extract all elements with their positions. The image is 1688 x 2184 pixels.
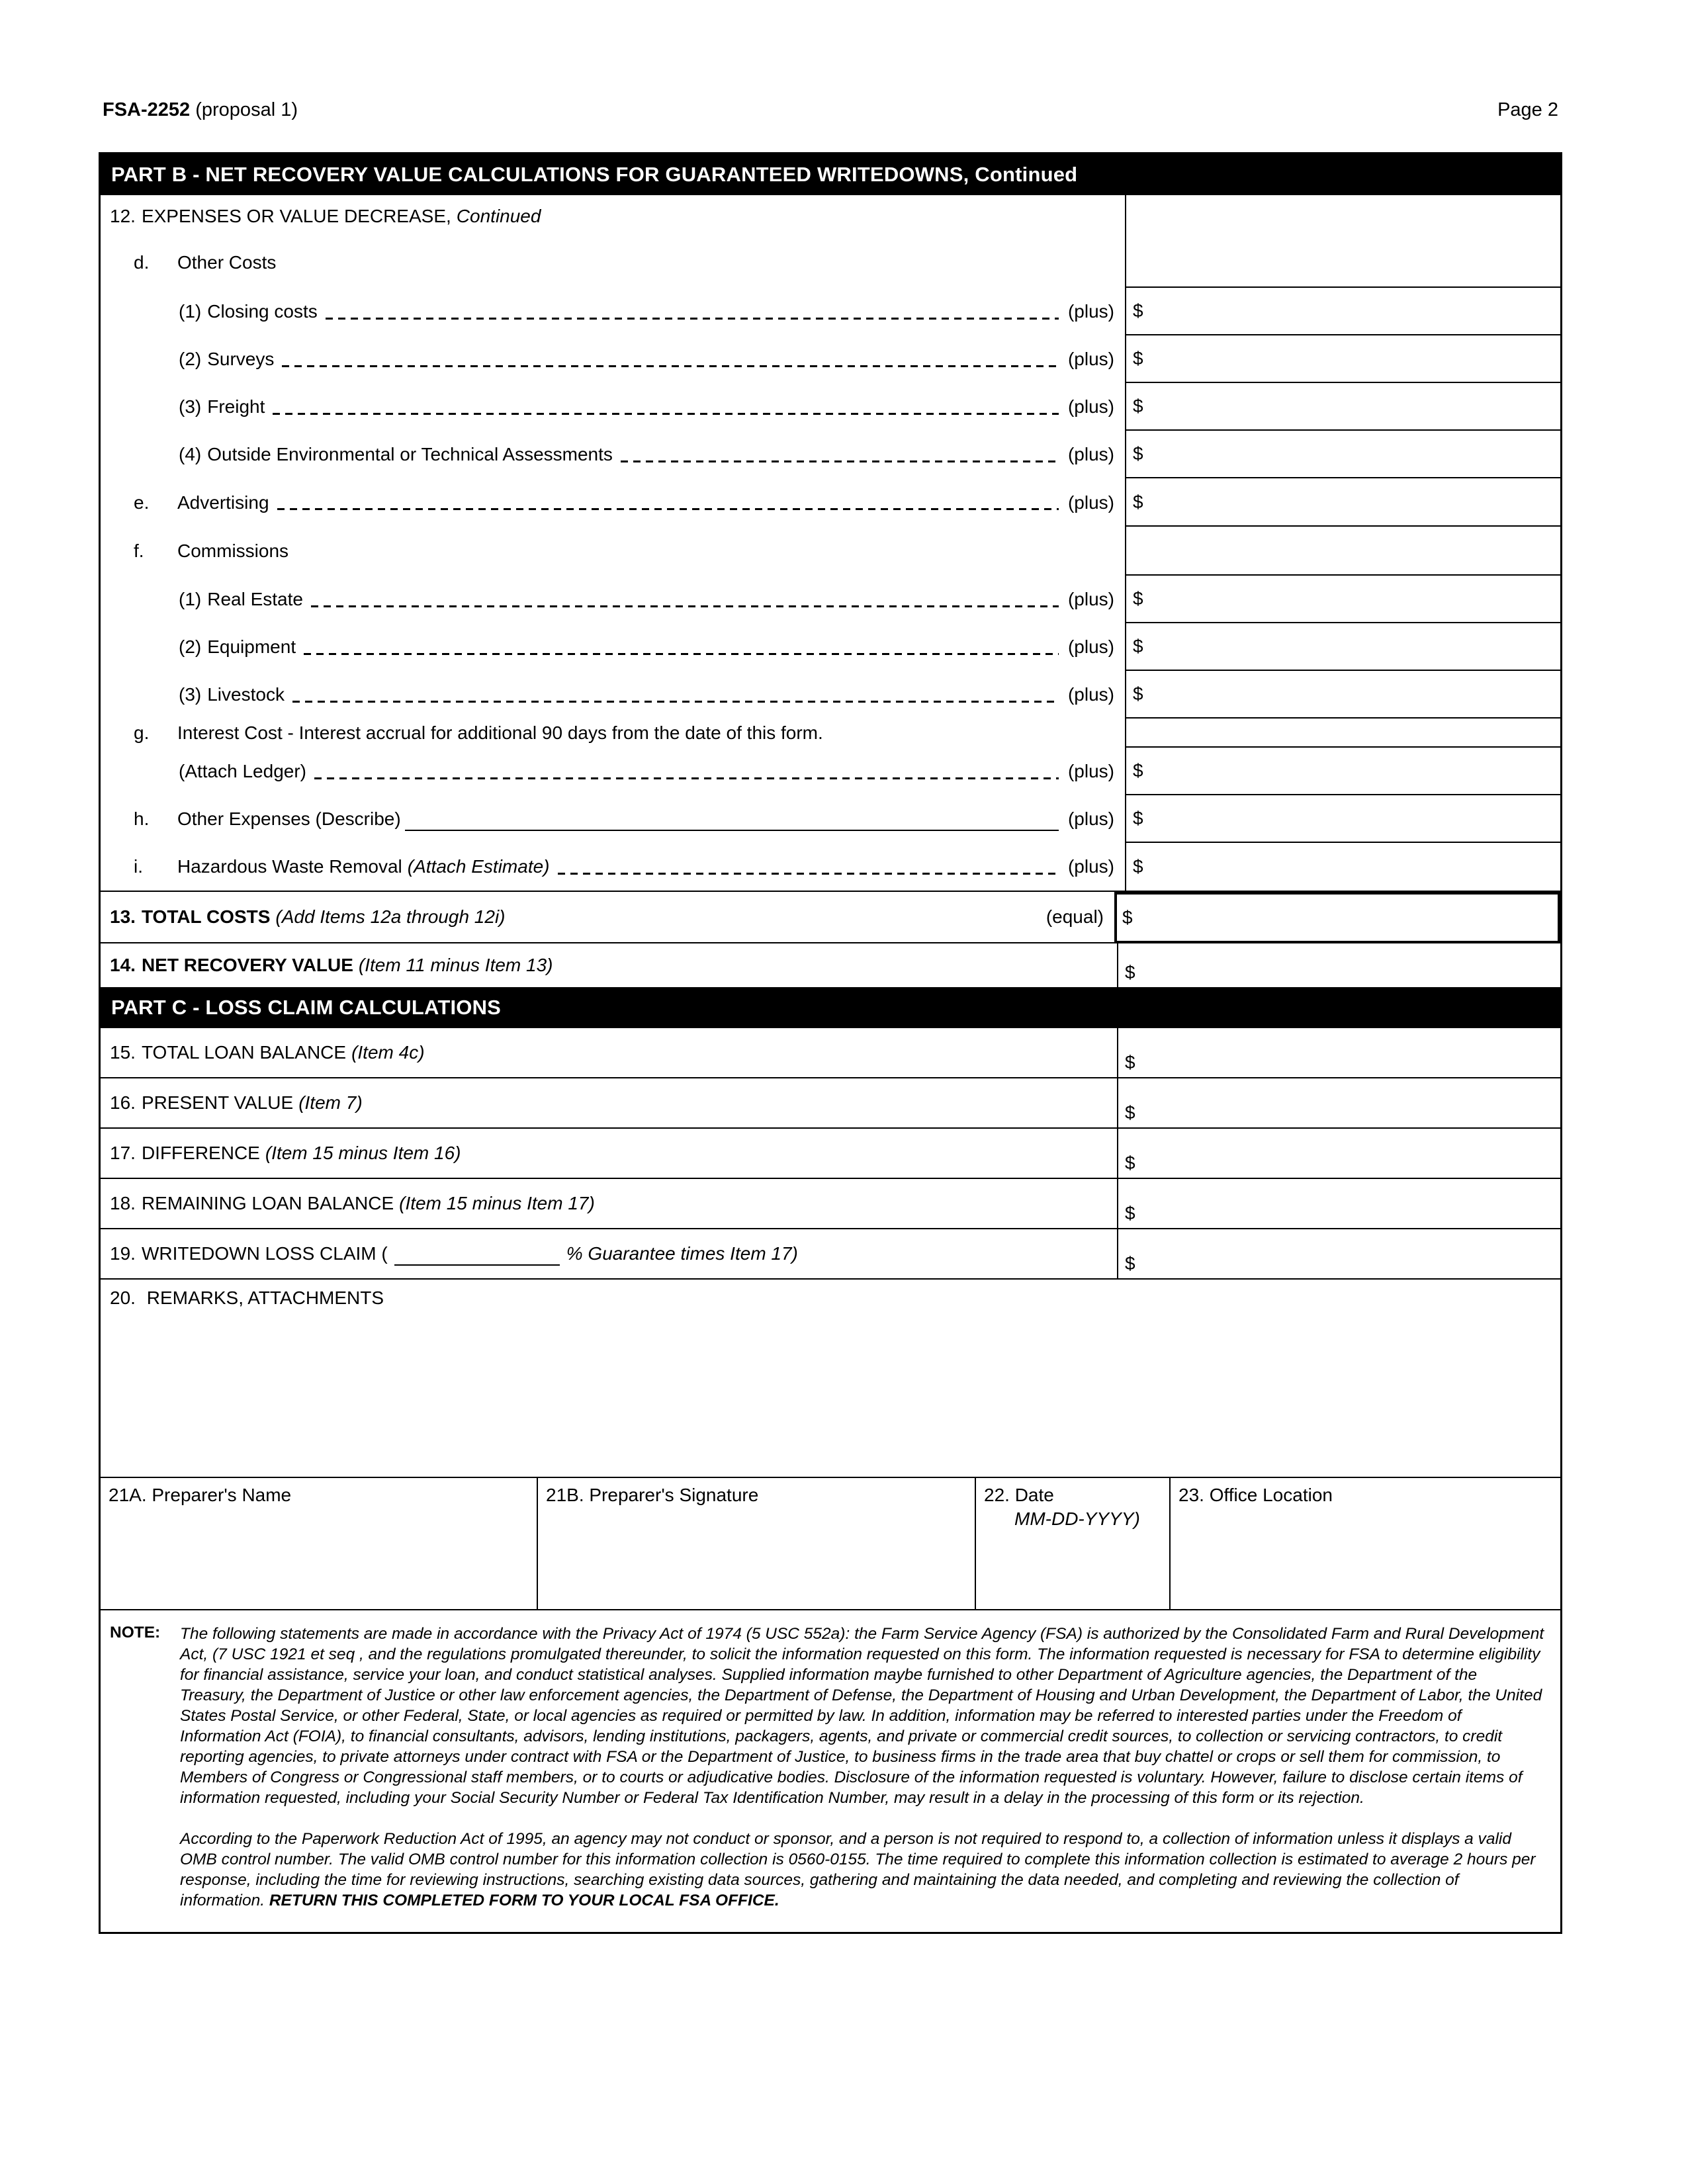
dollar-sign: $ <box>1122 907 1133 928</box>
preparer-signature-label: 21B. Preparer's Signature <box>546 1485 759 1505</box>
item-19-row <box>101 1229 1560 1280</box>
note-text <box>180 1624 1546 1911</box>
item-17-label-cell <box>101 1129 1117 1178</box>
item-13-label-cell <box>101 892 1114 943</box>
amount-hazardous-waste-input[interactable] <box>1125 843 1560 891</box>
item-14-number: 14. <box>110 955 136 975</box>
amount-difference-input[interactable] <box>1117 1129 1560 1178</box>
plus-label: (plus) <box>1067 808 1114 829</box>
item-12f2-label: Equipment <box>207 636 296 657</box>
item-12d4-number: (4) <box>179 444 202 464</box>
item-12f2-number: (2) <box>179 636 202 657</box>
amount-closing-costs-input[interactable] <box>1125 288 1560 335</box>
item-12f1-label: Real Estate <box>207 589 303 609</box>
item-12g-attach-ledger: (Attach Ledger) <box>179 761 306 781</box>
item-12f2-row <box>101 623 1125 671</box>
item-12d1-label: Closing costs <box>207 301 318 322</box>
amount-freight-input[interactable] <box>1125 383 1560 431</box>
item-16-number: 16. <box>110 1092 136 1113</box>
item-14-label: NET RECOVERY VALUE <box>141 955 353 975</box>
item-18-row <box>101 1179 1560 1229</box>
item-15-label: TOTAL LOAN BALANCE <box>141 1042 347 1063</box>
item-12d2-row <box>101 335 1125 383</box>
item-12d4-label: Outside Environmental or Technical Assessments <box>207 444 613 464</box>
guarantee-percent-input[interactable] <box>394 1242 560 1266</box>
dotted-leader <box>558 873 1059 875</box>
money-column-spacer <box>1125 195 1560 238</box>
item-13-label: TOTAL COSTS <box>141 906 271 927</box>
paperwork-reduction-paragraph <box>180 1829 1546 1911</box>
dollar-sign: $ <box>1125 962 1135 983</box>
form-variant: (proposal 1) <box>195 99 298 120</box>
dotted-leader <box>282 365 1059 367</box>
equal-label: (equal) <box>1045 906 1104 927</box>
item-12d-row <box>101 238 1125 288</box>
paperwork-reduction-text: According to the Paperwork Reduction Act of 1995, an agency may not conduct or sponsor, and a person is not required to respond to, a collection of information unless it displays a valid OMB control number. The valid OMB control number for this information collection is 0560-0155. The time required to complete this information collection is estimated to average 2 hours per response, including the time for reviewing instructions, searching existing data sources, gathering and maintaining the data needed, and completing and reviewing the collection of information. <box>180 1830 1536 1909</box>
preparer-signature-cell[interactable] <box>538 1478 976 1609</box>
item-12i-number: i. <box>134 856 143 877</box>
dotted-leader <box>326 318 1059 320</box>
item-18-label-cell <box>101 1179 1117 1228</box>
item-12f-label: Commissions <box>177 541 289 561</box>
amount-remaining-loan-balance-input[interactable] <box>1117 1179 1560 1228</box>
item-16-label: PRESENT VALUE <box>141 1092 294 1113</box>
date-cell[interactable] <box>976 1478 1171 1609</box>
item-12d-label: Other Costs <box>177 252 277 273</box>
item-12-number: 12. <box>110 206 136 226</box>
amount-surveys-input[interactable] <box>1125 335 1560 383</box>
part-b-header: PART B - NET RECOVERY VALUE CALCULATIONS FOR GUARANTEED WRITEDOWNS, Continued <box>101 154 1560 195</box>
dotted-leader <box>311 605 1059 607</box>
section-12-expenses <box>101 195 1560 892</box>
date-format-hint: MM-DD-YYYY) <box>1014 1508 1140 1529</box>
dotted-leader <box>621 460 1059 462</box>
return-form-instruction: RETURN THIS COMPLETED FORM TO YOUR LOCAL FSA OFFICE. <box>269 1892 779 1909</box>
amount-writedown-loss-claim-input[interactable] <box>1117 1229 1560 1278</box>
signature-row <box>101 1478 1560 1610</box>
page-header <box>103 99 1558 121</box>
item-12f3-row <box>101 671 1125 719</box>
item-18-note: (Item 15 minus Item 17) <box>399 1193 595 1213</box>
item-19-note: % Guarantee times Item 17) <box>566 1243 798 1264</box>
item-19-number: 19. <box>110 1243 136 1264</box>
amount-total-loan-balance-input[interactable] <box>1117 1028 1560 1077</box>
plus-label: (plus) <box>1067 856 1114 877</box>
item-12g-label: Interest Cost - Interest accrual for additional 90 days from the date of this form. <box>177 722 823 743</box>
item-12d-number: d. <box>134 252 150 273</box>
dollar-sign: $ <box>1125 1052 1135 1072</box>
item-12d4-row <box>101 431 1125 478</box>
dollar-sign: $ <box>1125 1203 1135 1223</box>
item-15-label-cell <box>101 1028 1117 1077</box>
dollar-sign: $ <box>1133 491 1143 512</box>
item-15-number: 15. <box>110 1042 136 1063</box>
item-12g-number: g. <box>134 722 150 743</box>
dollar-sign: $ <box>1133 396 1143 416</box>
money-column-spacer <box>1125 238 1560 288</box>
page-number: Page 2 <box>1497 99 1558 120</box>
dollar-sign: $ <box>1133 856 1143 877</box>
amount-interest-cost-input[interactable] <box>1125 748 1560 795</box>
dollar-sign: $ <box>1133 588 1143 609</box>
amount-real-estate-input[interactable] <box>1125 576 1560 623</box>
amount-present-value-input[interactable] <box>1117 1078 1560 1127</box>
plus-label: (plus) <box>1067 589 1114 609</box>
dollar-sign: $ <box>1133 348 1143 369</box>
form-body <box>99 152 1562 1934</box>
item-12e-row <box>101 478 1125 527</box>
preparer-name-cell[interactable] <box>101 1478 538 1609</box>
amount-equipment-input[interactable] <box>1125 623 1560 671</box>
item-12f1-row <box>101 576 1125 623</box>
item-12d3-row <box>101 383 1125 431</box>
item-12h-number: h. <box>134 808 150 829</box>
item-12f-row <box>101 527 1125 576</box>
dollar-sign: $ <box>1125 1253 1135 1274</box>
item-12f-number: f. <box>134 541 144 561</box>
preparer-name-label: 21A. Preparer's Name <box>109 1485 292 1505</box>
item-13-note: (Add Items 12a through 12i) <box>275 906 506 927</box>
item-12-label: EXPENSES OR VALUE DECREASE, <box>141 206 451 226</box>
privacy-note <box>101 1610 1560 1932</box>
item-16-label-cell <box>101 1078 1117 1127</box>
plus-label: (plus) <box>1067 349 1114 369</box>
dollar-sign: $ <box>1133 636 1143 656</box>
remarks-box[interactable] <box>101 1280 1560 1478</box>
item-12h-row <box>101 795 1125 843</box>
plus-label: (plus) <box>1067 444 1114 464</box>
dotted-leader <box>304 653 1059 655</box>
item-14-label-cell <box>101 943 1117 987</box>
item-18-number: 18. <box>110 1193 136 1213</box>
plus-label: (plus) <box>1067 761 1114 781</box>
item-12i-row <box>101 843 1125 891</box>
item-12d1-row <box>101 288 1125 335</box>
item-16-note: (Item 7) <box>298 1092 363 1113</box>
item-12d1-number: (1) <box>179 301 202 322</box>
item-12i-attach-estimate: (Attach Estimate) <box>407 856 550 877</box>
item-14-row <box>101 943 1560 987</box>
money-column-spacer <box>1125 719 1560 748</box>
item-17-number: 17. <box>110 1143 136 1163</box>
dollar-sign: $ <box>1125 1153 1135 1173</box>
item-12h-label: Other Expenses (Describe) <box>177 808 401 829</box>
item-12-row <box>101 195 1125 238</box>
item-20-number: 20. <box>110 1288 136 1308</box>
part-c-header: PART C - LOSS CLAIM CALCULATIONS <box>101 987 1560 1028</box>
item-12d3-label: Freight <box>207 396 265 417</box>
item-19-label-cell <box>101 1229 1117 1278</box>
privacy-act-paragraph: The following statements are made in accordance with the Privacy Act of 1974 (5 USC 552a): the Farm Service Agency (FSA) is authorized by the Consolidated Farm and Rural Development Act, (7 USC 1921 et seq , and the regulations promulgated thereunder, to solicit the information requested on this form. The information requested is necessary for FSA to determine eligibility for financial assistance, service your loan, and conduct statistical analyses. Supplied information maybe furnished to other Department of Agriculture agencies, the Department of the Treasury, the Department of Justice or other law enforcement agencies, the Department of Defense, the Department of Housing and Urban Development, the Department of Labor, the United States Postal Service, or other Federal, State, or local agencies as required or permitted by law. In addition, information may be referred to interested parties under the Freedom of Information Act (FOIA), to financial consultants, advisors, lending institutions, packagers, agents, and private or commercial credit sources, to collection or servicing contractors, to credit reporting agencies, to private attorneys under contract with FSA or the Department of Justice, to business firms in the trade area that buy chattel or crops or sell them for commission, to Members of Congress or Congressional staff members, or to courts or adjudicative bodies. Disclosure of the information requested is voluntary. However, failure to disclose certain items of information requested, including your Social Security Number or Federal Tax Identification Number, may result in a delay in the processing of this form or its rejection. <box>180 1625 1544 1807</box>
amount-advertising-input[interactable] <box>1125 478 1560 527</box>
item-12e-number: e. <box>134 492 150 513</box>
dollar-sign: $ <box>1133 443 1143 464</box>
note-label: NOTE: <box>110 1624 161 1641</box>
item-12e-label: Advertising <box>177 492 269 513</box>
amount-assessments-input[interactable] <box>1125 431 1560 478</box>
item-12f1-number: (1) <box>179 589 202 609</box>
item-15-row <box>101 1028 1560 1078</box>
item-12d3-number: (3) <box>179 396 202 417</box>
item-12d2-label: Surveys <box>207 349 275 369</box>
plus-label: (plus) <box>1067 684 1114 705</box>
item-12f3-label: Livestock <box>207 684 285 705</box>
item-13-number: 13. <box>110 906 136 927</box>
item-12f3-number: (3) <box>179 684 202 705</box>
dollar-sign: $ <box>1133 760 1143 781</box>
amount-net-recovery-value-input[interactable] <box>1117 943 1560 987</box>
other-expenses-describe-input[interactable] <box>405 807 1059 831</box>
form-number: FSA-2252 <box>103 99 191 120</box>
item-12-continued: Continued <box>456 206 541 226</box>
plus-label: (plus) <box>1067 301 1114 322</box>
dollar-sign: $ <box>1133 808 1143 828</box>
item-12i-label: Hazardous Waste Removal <box>177 856 402 877</box>
item-16-row <box>101 1078 1560 1129</box>
item-17-row <box>101 1129 1560 1179</box>
item-14-note: (Item 11 minus Item 13) <box>358 955 553 975</box>
form-number-block <box>103 99 298 121</box>
amount-total-costs-input[interactable] <box>1114 892 1560 943</box>
item-15-note: (Item 4c) <box>351 1042 425 1063</box>
plus-label: (plus) <box>1067 492 1114 513</box>
date-label: 22. Date <box>984 1485 1054 1505</box>
plus-label: (plus) <box>1067 396 1114 417</box>
office-location-label: 23. Office Location <box>1178 1485 1333 1505</box>
dotted-leader <box>314 777 1059 779</box>
dotted-leader <box>273 413 1059 415</box>
dotted-leader <box>277 508 1059 510</box>
item-20-label: REMARKS, ATTACHMENTS <box>146 1288 384 1308</box>
money-column-spacer <box>1125 527 1560 576</box>
item-18-label: REMAINING LOAN BALANCE <box>141 1193 394 1213</box>
office-location-cell[interactable] <box>1171 1478 1560 1609</box>
plus-label: (plus) <box>1067 636 1114 657</box>
item-17-note: (Item 15 minus Item 16) <box>265 1143 461 1163</box>
item-12g-row-line2 <box>101 748 1125 795</box>
item-17-label: DIFFERENCE <box>141 1143 260 1163</box>
item-12d2-number: (2) <box>179 349 202 369</box>
amount-other-expenses-input[interactable] <box>1125 795 1560 843</box>
dollar-sign: $ <box>1125 1102 1135 1123</box>
item-13-row <box>101 892 1560 943</box>
dollar-sign: $ <box>1133 683 1143 704</box>
item-12g-row-line1 <box>101 719 1125 748</box>
dollar-sign: $ <box>1133 300 1143 321</box>
item-19-label: WRITEDOWN LOSS CLAIM ( <box>141 1243 388 1264</box>
amount-livestock-input[interactable] <box>1125 671 1560 719</box>
dotted-leader <box>292 701 1059 703</box>
